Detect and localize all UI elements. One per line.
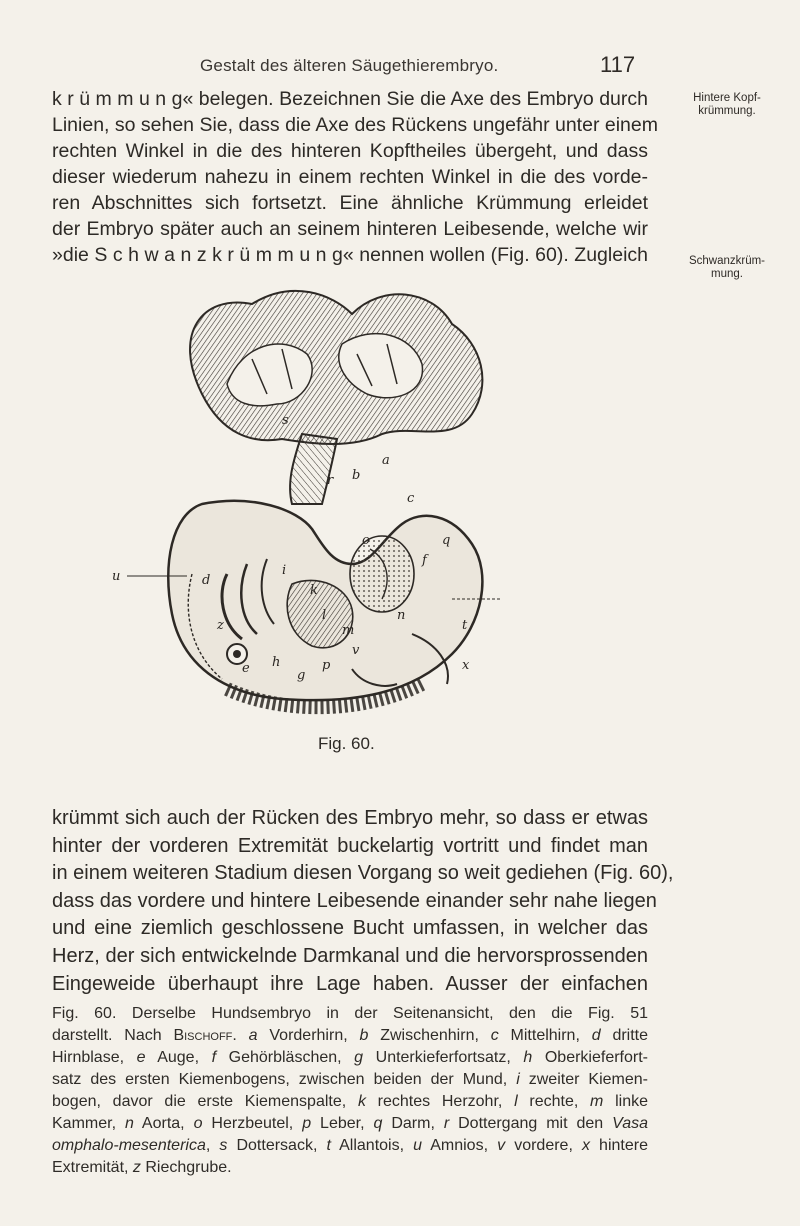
figure-letter-n: n xyxy=(397,608,406,623)
text-line: in einem weiteren Stadium diesen Vorgang so weit gediehen (Fig. 60), xyxy=(52,862,674,885)
caption-line xyxy=(52,1091,648,1113)
caption-letter: g xyxy=(354,1049,364,1066)
caption-letter: n xyxy=(124,1115,134,1132)
caption-letter: t xyxy=(326,1137,331,1154)
text-line: Linien, so sehen Sie, dass die Axe des Rückens ungefähr unter einem xyxy=(52,114,658,136)
caption-letter: a xyxy=(248,1027,258,1044)
page-number: 117 xyxy=(600,52,636,77)
caption-letter: e xyxy=(136,1049,146,1066)
caption-letter: f xyxy=(211,1049,217,1066)
caption-text: Oberkieferfort- xyxy=(532,1049,648,1066)
text-line: »die S c h w a n z k r ü m m u n g« nennen wollen (Fig. 60). Zugleich xyxy=(52,244,648,266)
caption-text: Aorta, xyxy=(133,1115,194,1132)
caption-text: . xyxy=(232,1027,249,1044)
caption-line xyxy=(52,1069,648,1091)
yolk-sac xyxy=(190,291,482,444)
figure-letter-f: f xyxy=(422,553,427,568)
caption-text: Dottergang mit den xyxy=(449,1115,613,1132)
text-line: und eine ziemlich geschlossene Bucht umfassen, in welcher das xyxy=(52,917,648,940)
caption-line xyxy=(52,1025,648,1047)
margin-note-line: mung. xyxy=(711,268,743,280)
caption-letter: d xyxy=(591,1027,601,1044)
figure-letter-m: m xyxy=(342,623,355,638)
caption-line xyxy=(52,1003,648,1025)
caption-text: Dottersack, xyxy=(227,1137,327,1154)
embryo-illustration xyxy=(52,274,632,722)
text-line: k r ü m m u n g« belegen. Bezeichnen Sie die Axe des Embryo durch xyxy=(52,88,648,110)
caption-text: Kammer, xyxy=(52,1115,125,1132)
caption-letter: i xyxy=(516,1071,520,1088)
caption-author: Bischoff xyxy=(173,1027,233,1044)
figure-letter-p: p xyxy=(322,658,331,673)
caption-text: dritte xyxy=(600,1027,649,1044)
caption-text: Leber, xyxy=(311,1115,374,1132)
caption-letter: c xyxy=(490,1027,499,1044)
margin-note-line: krümmung. xyxy=(698,105,756,117)
margin-note-kopfkruemmung xyxy=(663,92,791,118)
text-line: dieser wiederum nahezu in einem rechten Winkel in die des vorde- xyxy=(52,166,648,188)
caption-text: Zwischenhirn, xyxy=(368,1027,491,1044)
caption-text: hintere xyxy=(589,1137,648,1154)
figure-letter-e: e xyxy=(242,661,250,676)
margin-note-schwanzkruemmung xyxy=(663,255,791,281)
figure-letter-r: r xyxy=(327,473,334,488)
caption-letter: p xyxy=(302,1115,312,1132)
figure-letter-l: l xyxy=(322,608,327,623)
margin-note-line: Hintere Kopf- xyxy=(693,92,761,104)
caption-text: Auge, xyxy=(145,1049,212,1066)
caption-letter: s xyxy=(219,1137,228,1154)
figure-letter-k: k xyxy=(310,583,318,598)
text-line: krümmt sich auch der Rücken des Embryo mehr, so dass er etwas xyxy=(52,807,648,829)
figure-letter-v: v xyxy=(352,643,360,658)
text-line: dass das vordere und hintere Leibesende einander sehr nahe liegen xyxy=(52,889,657,912)
text-line: der Embryo später auch an seinem hinteren Leibesende, welche wir xyxy=(52,218,648,240)
caption-letter: k xyxy=(357,1093,366,1110)
caption-text: Hirnblase, xyxy=(52,1049,137,1066)
figure-letter-t: t xyxy=(462,618,468,633)
caption-text: Allantois, xyxy=(330,1137,414,1154)
figure-letter-h: h xyxy=(272,655,281,670)
margin-note-line: Schwanzkrüm- xyxy=(688,255,766,267)
figure-letter-x: x xyxy=(462,658,470,673)
caption-letter: z xyxy=(132,1159,141,1176)
caption-text: Gehörbläschen, xyxy=(216,1049,355,1066)
figure-letter-u: u xyxy=(112,569,121,584)
caption-text: Extremität, xyxy=(52,1159,133,1176)
caption-letter: v xyxy=(497,1137,506,1154)
caption-line xyxy=(52,1157,648,1179)
caption-letter: m xyxy=(590,1093,604,1110)
figure-label: Fig. 60. xyxy=(318,734,375,753)
caption-text: Derselbe Hundsembryo in der Seitenansicht, den die Fig. 51 xyxy=(116,1005,648,1022)
caption-text: Riechgrube. xyxy=(140,1159,232,1176)
caption-text: linke xyxy=(603,1093,648,1110)
caption-text: rechte, xyxy=(517,1093,591,1110)
caption-text: Herzbeutel, xyxy=(202,1115,303,1132)
figure-letter-d: d xyxy=(202,573,211,588)
caption-line xyxy=(52,1135,648,1157)
text-line: Eingeweide überhaupt ihre Lage haben. Ausser der einfachen xyxy=(52,972,648,995)
body-text-top xyxy=(52,86,658,268)
caption-letter: l xyxy=(514,1093,518,1110)
caption-line xyxy=(52,1047,648,1069)
caption-text: Unterkieferfortsatz, xyxy=(363,1049,524,1066)
text-line: rechten Winkel in die des hinteren Kopftheiles übergeht, und dass xyxy=(52,140,648,162)
caption-text: , xyxy=(205,1137,220,1154)
figure-letter-i: i xyxy=(282,563,287,578)
caption-line xyxy=(52,1113,648,1135)
figure-letter-q: q xyxy=(442,533,451,548)
caption-text: Mittelhirn, xyxy=(498,1027,592,1044)
figure-letter-a: a xyxy=(382,453,390,468)
caption-letter: b xyxy=(359,1027,369,1044)
caption-letter: u xyxy=(413,1137,423,1154)
body-text-bottom xyxy=(52,805,674,998)
caption-text: bogen, davor die erste Kiemenspalte, xyxy=(52,1093,358,1110)
figure-letter-z: z xyxy=(217,618,224,633)
caption-letter: r xyxy=(443,1115,450,1132)
caption-text: Amnios, xyxy=(422,1137,498,1154)
figure-letter-c: c xyxy=(407,491,415,506)
caption-text: Vorderhirn, xyxy=(257,1027,360,1044)
caption-text: darstellt. Nach xyxy=(52,1027,174,1044)
caption-letter: o xyxy=(193,1115,203,1132)
caption-text: zweiter Kiemen- xyxy=(519,1071,648,1088)
figure-letter-b: b xyxy=(352,468,361,483)
caption-term: Vasa xyxy=(612,1115,649,1132)
caption-text: Darm, xyxy=(382,1115,444,1132)
caption-letter: x xyxy=(581,1137,590,1154)
figure-letter-g: g xyxy=(297,668,306,683)
caption-fig-ref: Fig. 60. xyxy=(52,1005,117,1022)
text-line: ren Abschnittes sich fortsetzt. Eine ähnliche Krümmung erleidet xyxy=(52,192,648,214)
text-line: hinter der vorderen Extremität buckelartig vortritt und findet man xyxy=(52,834,648,857)
figure-caption xyxy=(52,1003,648,1179)
caption-term: omphalo-mesenterica xyxy=(52,1137,206,1154)
figure-letter-s: s xyxy=(282,413,289,428)
caption-letter: h xyxy=(523,1049,533,1066)
figure-letter-o: o xyxy=(362,533,370,548)
text-line: Herz, der sich entwickelnde Darmkanal und die hervorsprossenden xyxy=(52,944,648,967)
caption-text: satz des ersten Kiemenbogens, zwischen beiden der Mund, xyxy=(52,1071,517,1088)
running-head: Gestalt des älteren Säugethierembryo. xyxy=(200,56,499,75)
caption-text: vordere, xyxy=(505,1137,582,1154)
caption-letter: q xyxy=(373,1115,383,1132)
caption-text: rechtes Herzohr, xyxy=(365,1093,515,1110)
